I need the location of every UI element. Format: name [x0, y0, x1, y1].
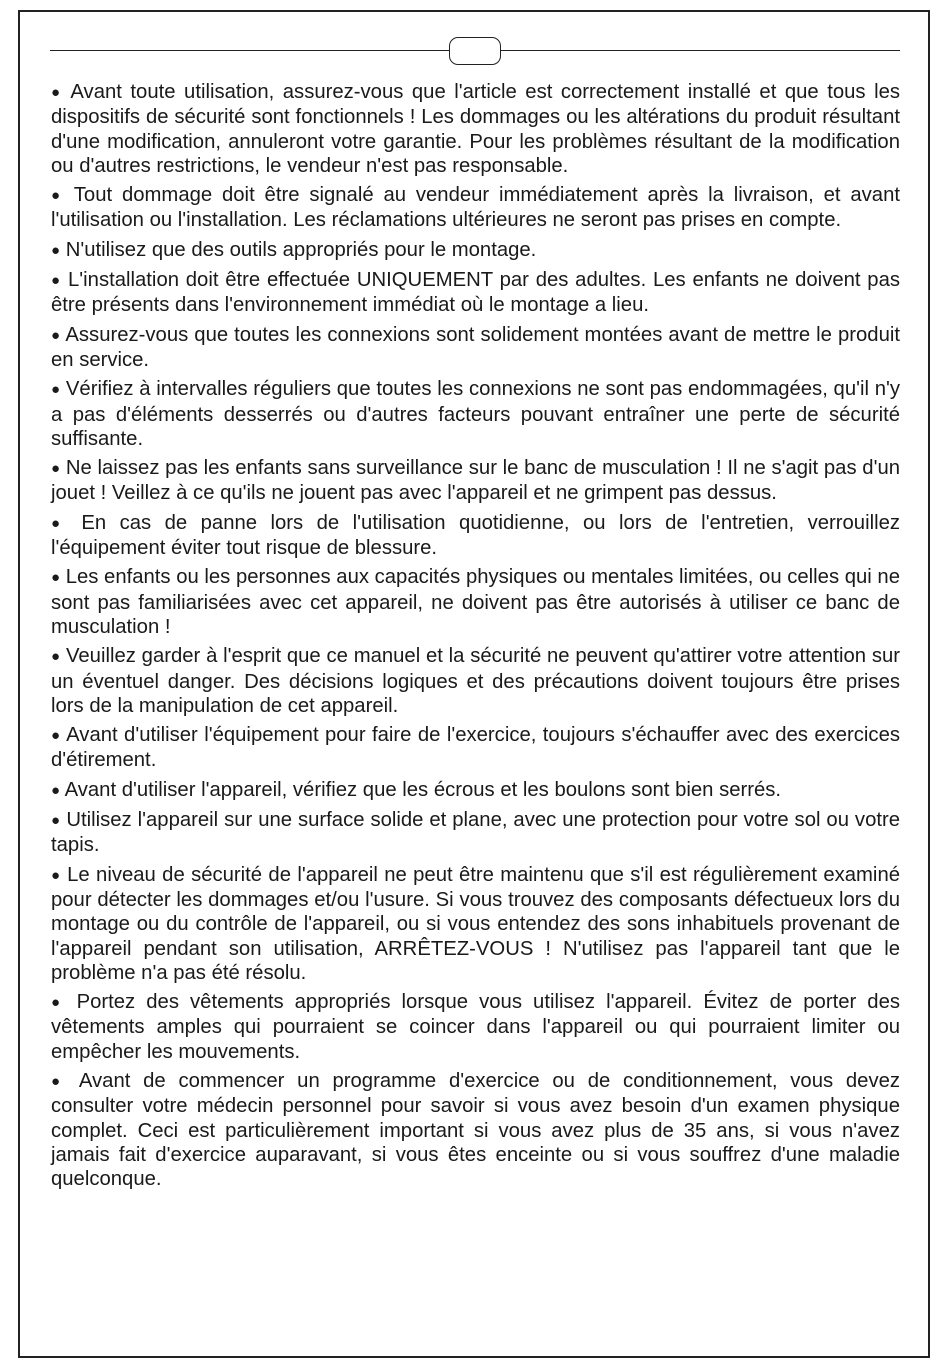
- bullet-icon: ●: [51, 569, 61, 587]
- safety-item-text: Utilisez l'appareil sur une surface solide et plane, avec une protection pour votre sol ou votre tapis.: [51, 809, 901, 857]
- bullet-icon: ●: [51, 727, 61, 745]
- safety-item-text: Les enfants ou les personnes aux capacités physiques ou mentales limitées, ou celles qui ne sont pas familiarisées avec cet appareil, ne doivent pas être autorisés à utiliser ce banc de musculation !: [51, 566, 900, 638]
- safety-item-text: Portez des vêtements appropriés lorsque vous utilisez l'appareil. Évitez de porter des vêtements amples qui pourraient se coincer dans l'appareil ou qui pourraient limiter ou empêcher les mouvements.: [51, 991, 901, 1063]
- bullet-icon: ●: [51, 241, 61, 259]
- safety-item-text: Vérifiez à intervalles réguliers que toutes les connexions ne sont pas endommagées, qu'il n'y a pas d'éléments desserrés ou d'autres facteurs pouvant entraîner une perte de sécurité suffisante.: [51, 378, 901, 450]
- safety-item-text: N'utilisez que des outils appropriés pour le montage.: [65, 238, 537, 261]
- safety-item-text: L'installation doit être effectuée UNIQUEMENT par des adultes. Les enfants ne doivent pas être présents dans l'environnement immédiat où le montage a lieu.: [51, 269, 901, 317]
- safety-item-text: En cas de panne lors de l'utilisation quotidienne, ou lors de l'entretien, verrouillez l'équipement éviter tout risque de blessure.: [51, 511, 901, 560]
- bullet-icon: ●: [51, 781, 61, 799]
- bullet-icon: ●: [51, 326, 61, 344]
- safety-item: [51, 1069, 900, 1191]
- bullet-icon: ●: [51, 460, 61, 478]
- safety-item-text: Ne laissez pas les enfants sans surveillance sur le banc de musculation ! Il ne s'agit pas d'un jouet ! Veillez à ce qu'ils ne jouent pas avec l'appareil et ne grimpent pas dessus.: [51, 457, 901, 505]
- safety-item: [51, 723, 900, 773]
- bullet-icon: ●: [51, 648, 61, 666]
- safety-item-text: Assurez-vous que toutes les connexions sont solidement montées avant de mettre le produit en service.: [51, 323, 900, 371]
- safety-item: [51, 238, 900, 263]
- safety-item: [51, 268, 900, 318]
- safety-item-text: Veuillez garder à l'esprit que ce manuel et la sécurité ne peuvent qu'attirer votre attention sur un éventuel danger. Des décisions logiques et des précautions doivent toujours être prises lors de la manipulation de cet appareil.: [51, 645, 900, 717]
- safety-item: [51, 863, 900, 985]
- bullet-icon: ●: [51, 272, 62, 290]
- safety-item-text: Avant d'utiliser l'équipement pour faire de l'exercice, toujours s'échauffer avec des exercices d'étirement.: [51, 724, 900, 772]
- bullet-icon: ●: [51, 812, 61, 830]
- safety-item: [51, 808, 900, 858]
- safety-item: [51, 183, 900, 233]
- safety-item-text: Avant toute utilisation, assurez-vous que l'article est correctement installé et que tous les dispositifs de sécurité sont fonctionnels ! Les dommages ou les altérations du produit résultant d'une modification, annuleront votre garantie. Pour les problèmes résultant de la modification ou d'autres restrictions, le vendeur n'est pas responsable.: [51, 81, 901, 177]
- safety-instructions: [51, 80, 900, 1196]
- bullet-icon: ●: [51, 381, 61, 399]
- safety-item: [51, 456, 900, 506]
- safety-item: [51, 565, 900, 639]
- safety-item: [51, 990, 900, 1064]
- safety-item: [51, 778, 900, 803]
- bullet-icon: ●: [51, 866, 61, 884]
- bullet-icon: ●: [51, 514, 68, 532]
- bullet-icon: ●: [51, 1072, 68, 1090]
- safety-item-text: Avant d'utiliser l'appareil, vérifiez que les écrous et les boulons sont bien serrés.: [64, 778, 782, 801]
- safety-item-text: Le niveau de sécurité de l'appareil ne peut être maintenu que s'il est régulièrement examiné pour détecter les dommages et/ou l'usure. Si vous trouvez des composants défectueux lors du montage ou du contrôle de l'appareil, ou si vous entendez des sons inhabituels provenant de l'appareil pendant son utilisation, ARRÊTEZ-VOUS ! N'utilisez pas l'appareil tant que le problème n'a pas été résolu.: [51, 863, 900, 984]
- safety-item: [51, 511, 900, 561]
- bullet-icon: ●: [51, 994, 66, 1012]
- safety-item: [51, 377, 900, 451]
- safety-item: [51, 80, 900, 178]
- safety-item: [51, 644, 900, 718]
- page-number-tab: [449, 37, 501, 65]
- safety-item-text: Avant de commencer un programme d'exercice ou de conditionnement, vous devez consulter votre médecin personnel pour savoir si vous avez besoin d'un examen physique complet. Ceci est particulièrement important si vous avez plus de 35 ans, si vous n'avez jamais fait d'exercice auparavant, si vous êtes enceinte ou si vous souffrez d'une maladie quelconque.: [51, 1069, 901, 1191]
- bullet-icon: ●: [51, 187, 65, 205]
- safety-item: [51, 323, 900, 373]
- bullet-icon: ●: [51, 84, 63, 101]
- safety-item-text: Tout dommage doit être signalé au vendeur immédiatement après la livraison, et avant l'utilisation ou l'installation. Les réclamations ultérieures ne seront pas prises en compte.: [51, 184, 900, 232]
